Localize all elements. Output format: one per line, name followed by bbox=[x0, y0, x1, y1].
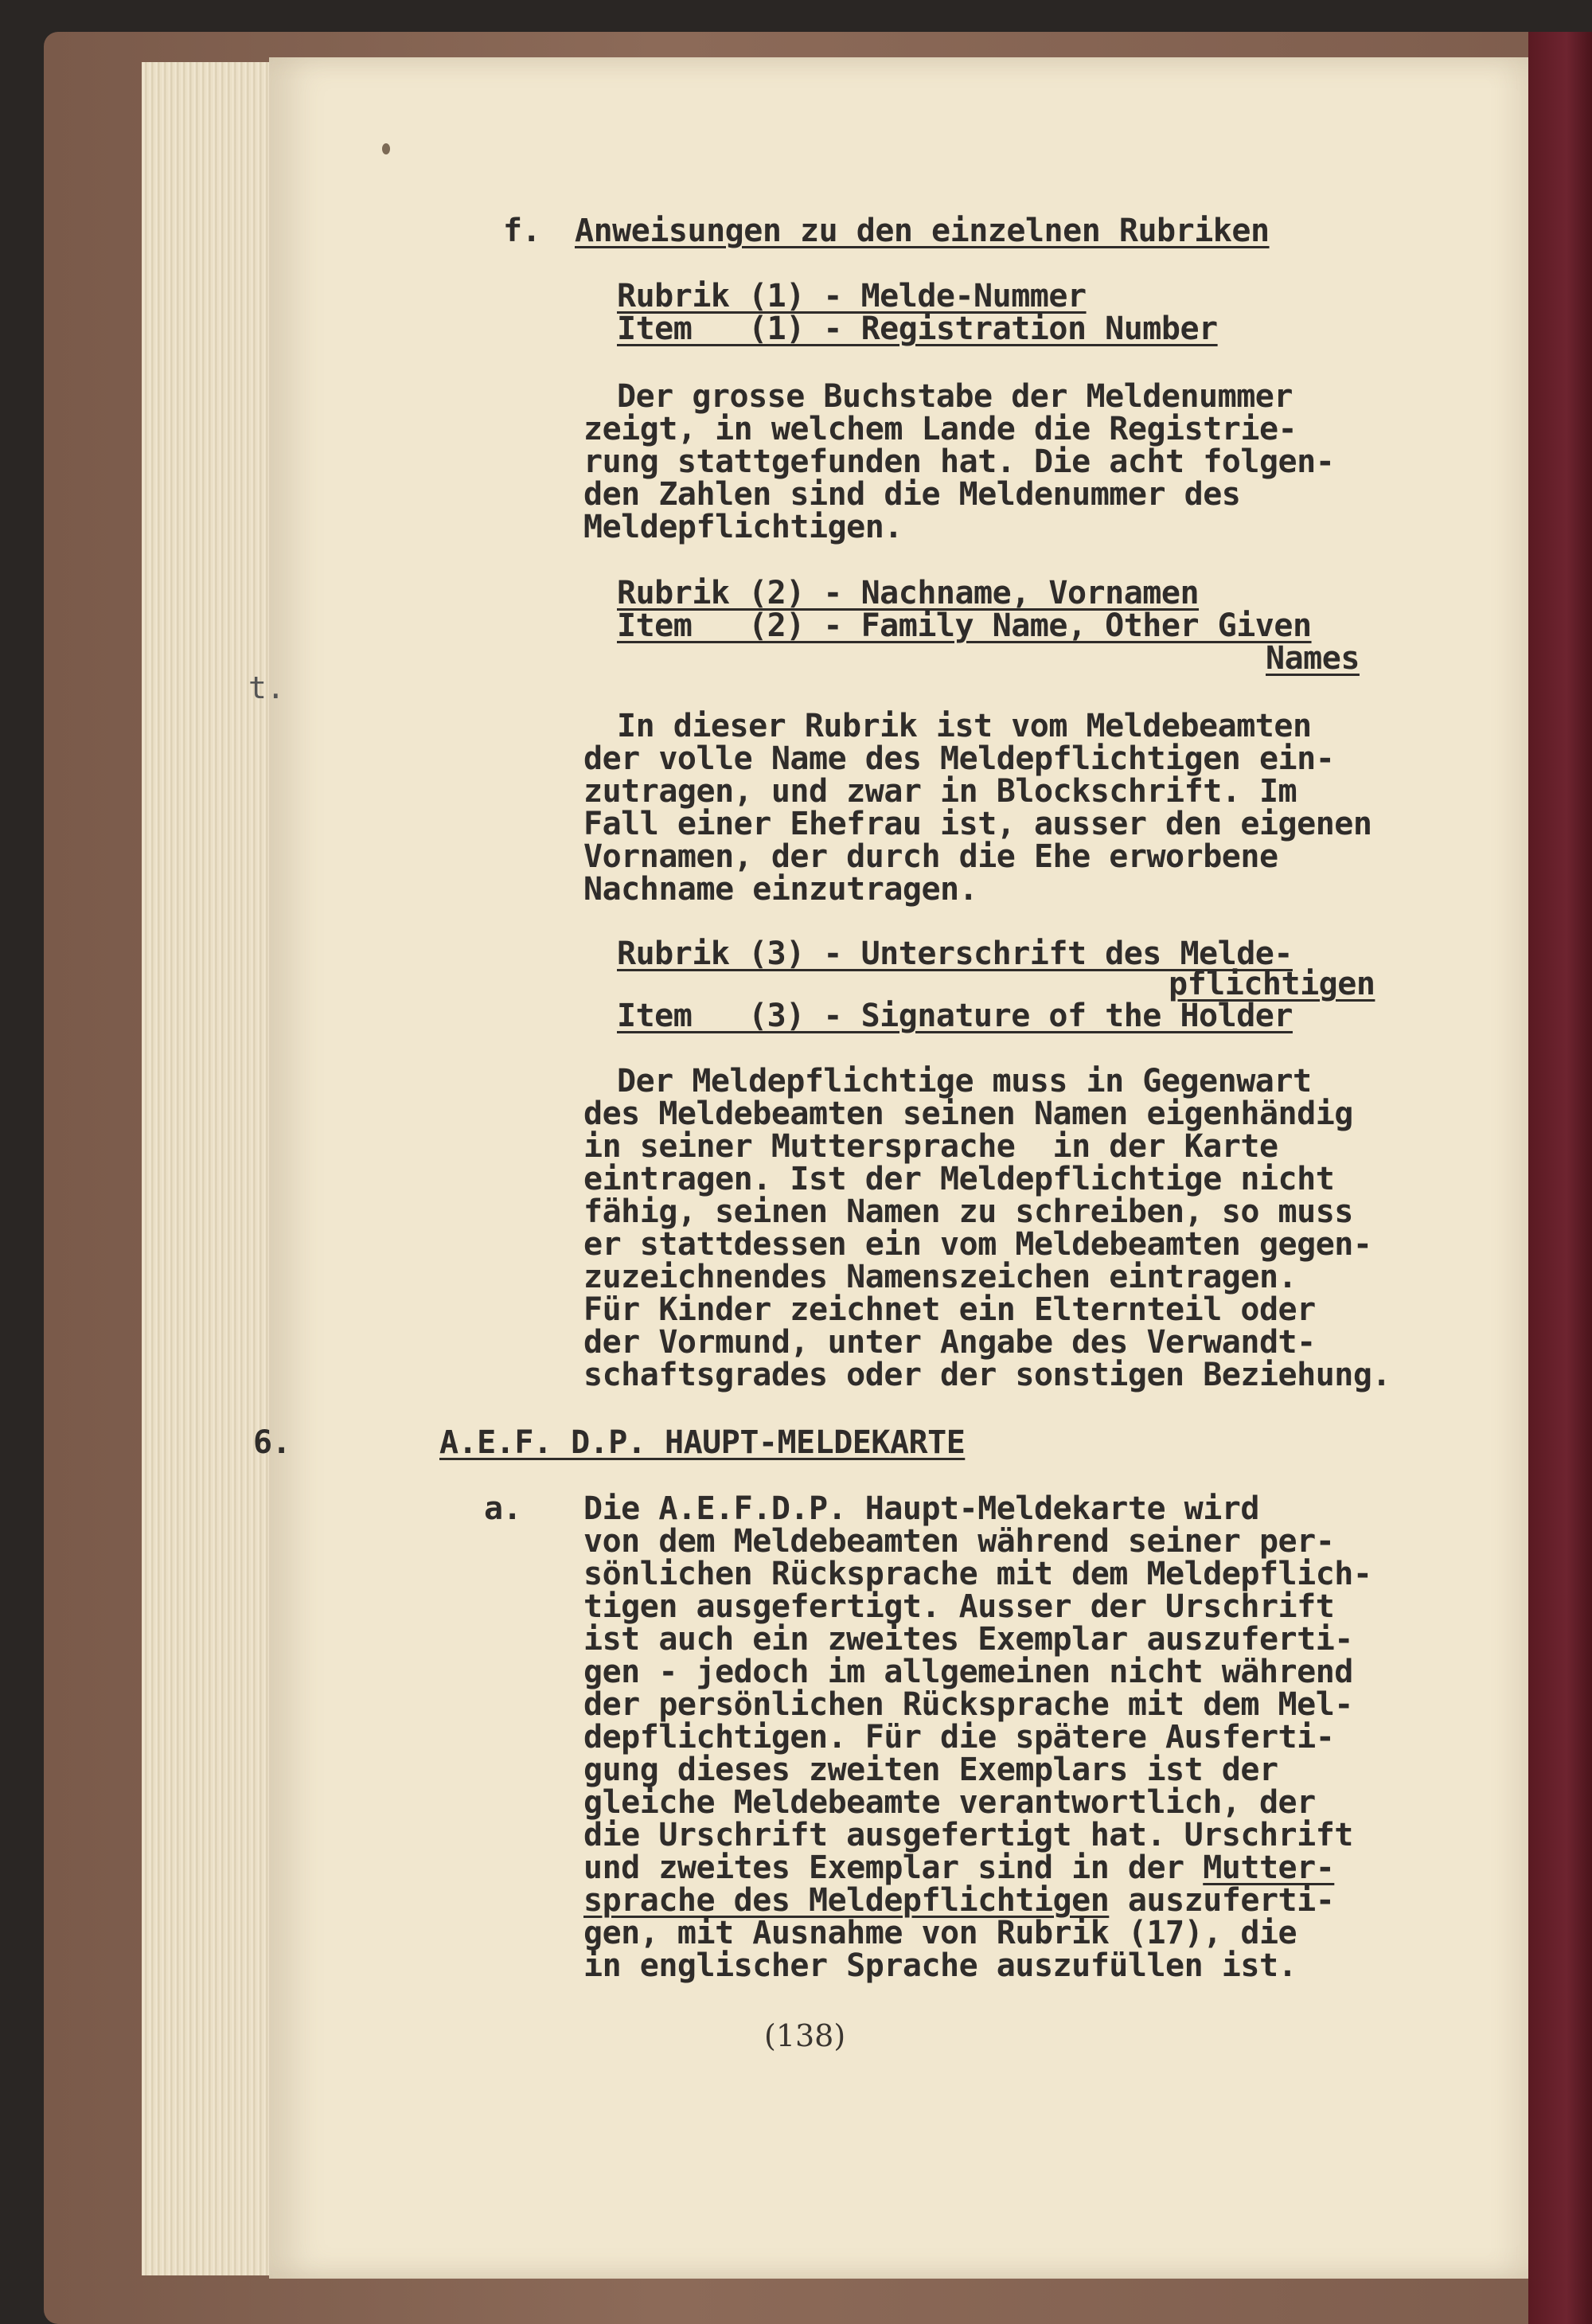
margin-mark: t. bbox=[248, 670, 285, 705]
item-2-title: Item (2) - Family Name, Other Given bbox=[617, 607, 1312, 644]
page-number: (138) bbox=[764, 2018, 846, 2053]
rubrik-1-title: Rubrik (1) - Melde-Nummer bbox=[617, 278, 1087, 314]
section-f-heading: Anweisungen zu den einzelnen Rubriken bbox=[575, 213, 1270, 249]
item-2-title-cont: Names bbox=[1266, 640, 1360, 677]
section-f-label: f. bbox=[503, 213, 541, 249]
section-6-number: 6. bbox=[253, 1424, 291, 1461]
book-spine-right bbox=[1528, 32, 1592, 2324]
item-3-title: Item (3) - Signature of the Holder bbox=[617, 998, 1293, 1034]
rubrik-3-title-cont: pflichtigen bbox=[1169, 966, 1375, 1002]
item-1-title: Item (1) - Registration Number bbox=[617, 311, 1218, 347]
item-a-label: a. bbox=[484, 1490, 522, 1527]
ink-speck bbox=[382, 143, 390, 154]
rubrik-2-title: Rubrik (2) - Nachname, Vornamen bbox=[617, 575, 1200, 611]
rubrik-3-title: Rubrik (3) - Unterschrift des Melde- bbox=[617, 935, 1293, 972]
section-6-heading: A.E.F. D.P. HAUPT-MELDEKARTE bbox=[439, 1424, 966, 1461]
